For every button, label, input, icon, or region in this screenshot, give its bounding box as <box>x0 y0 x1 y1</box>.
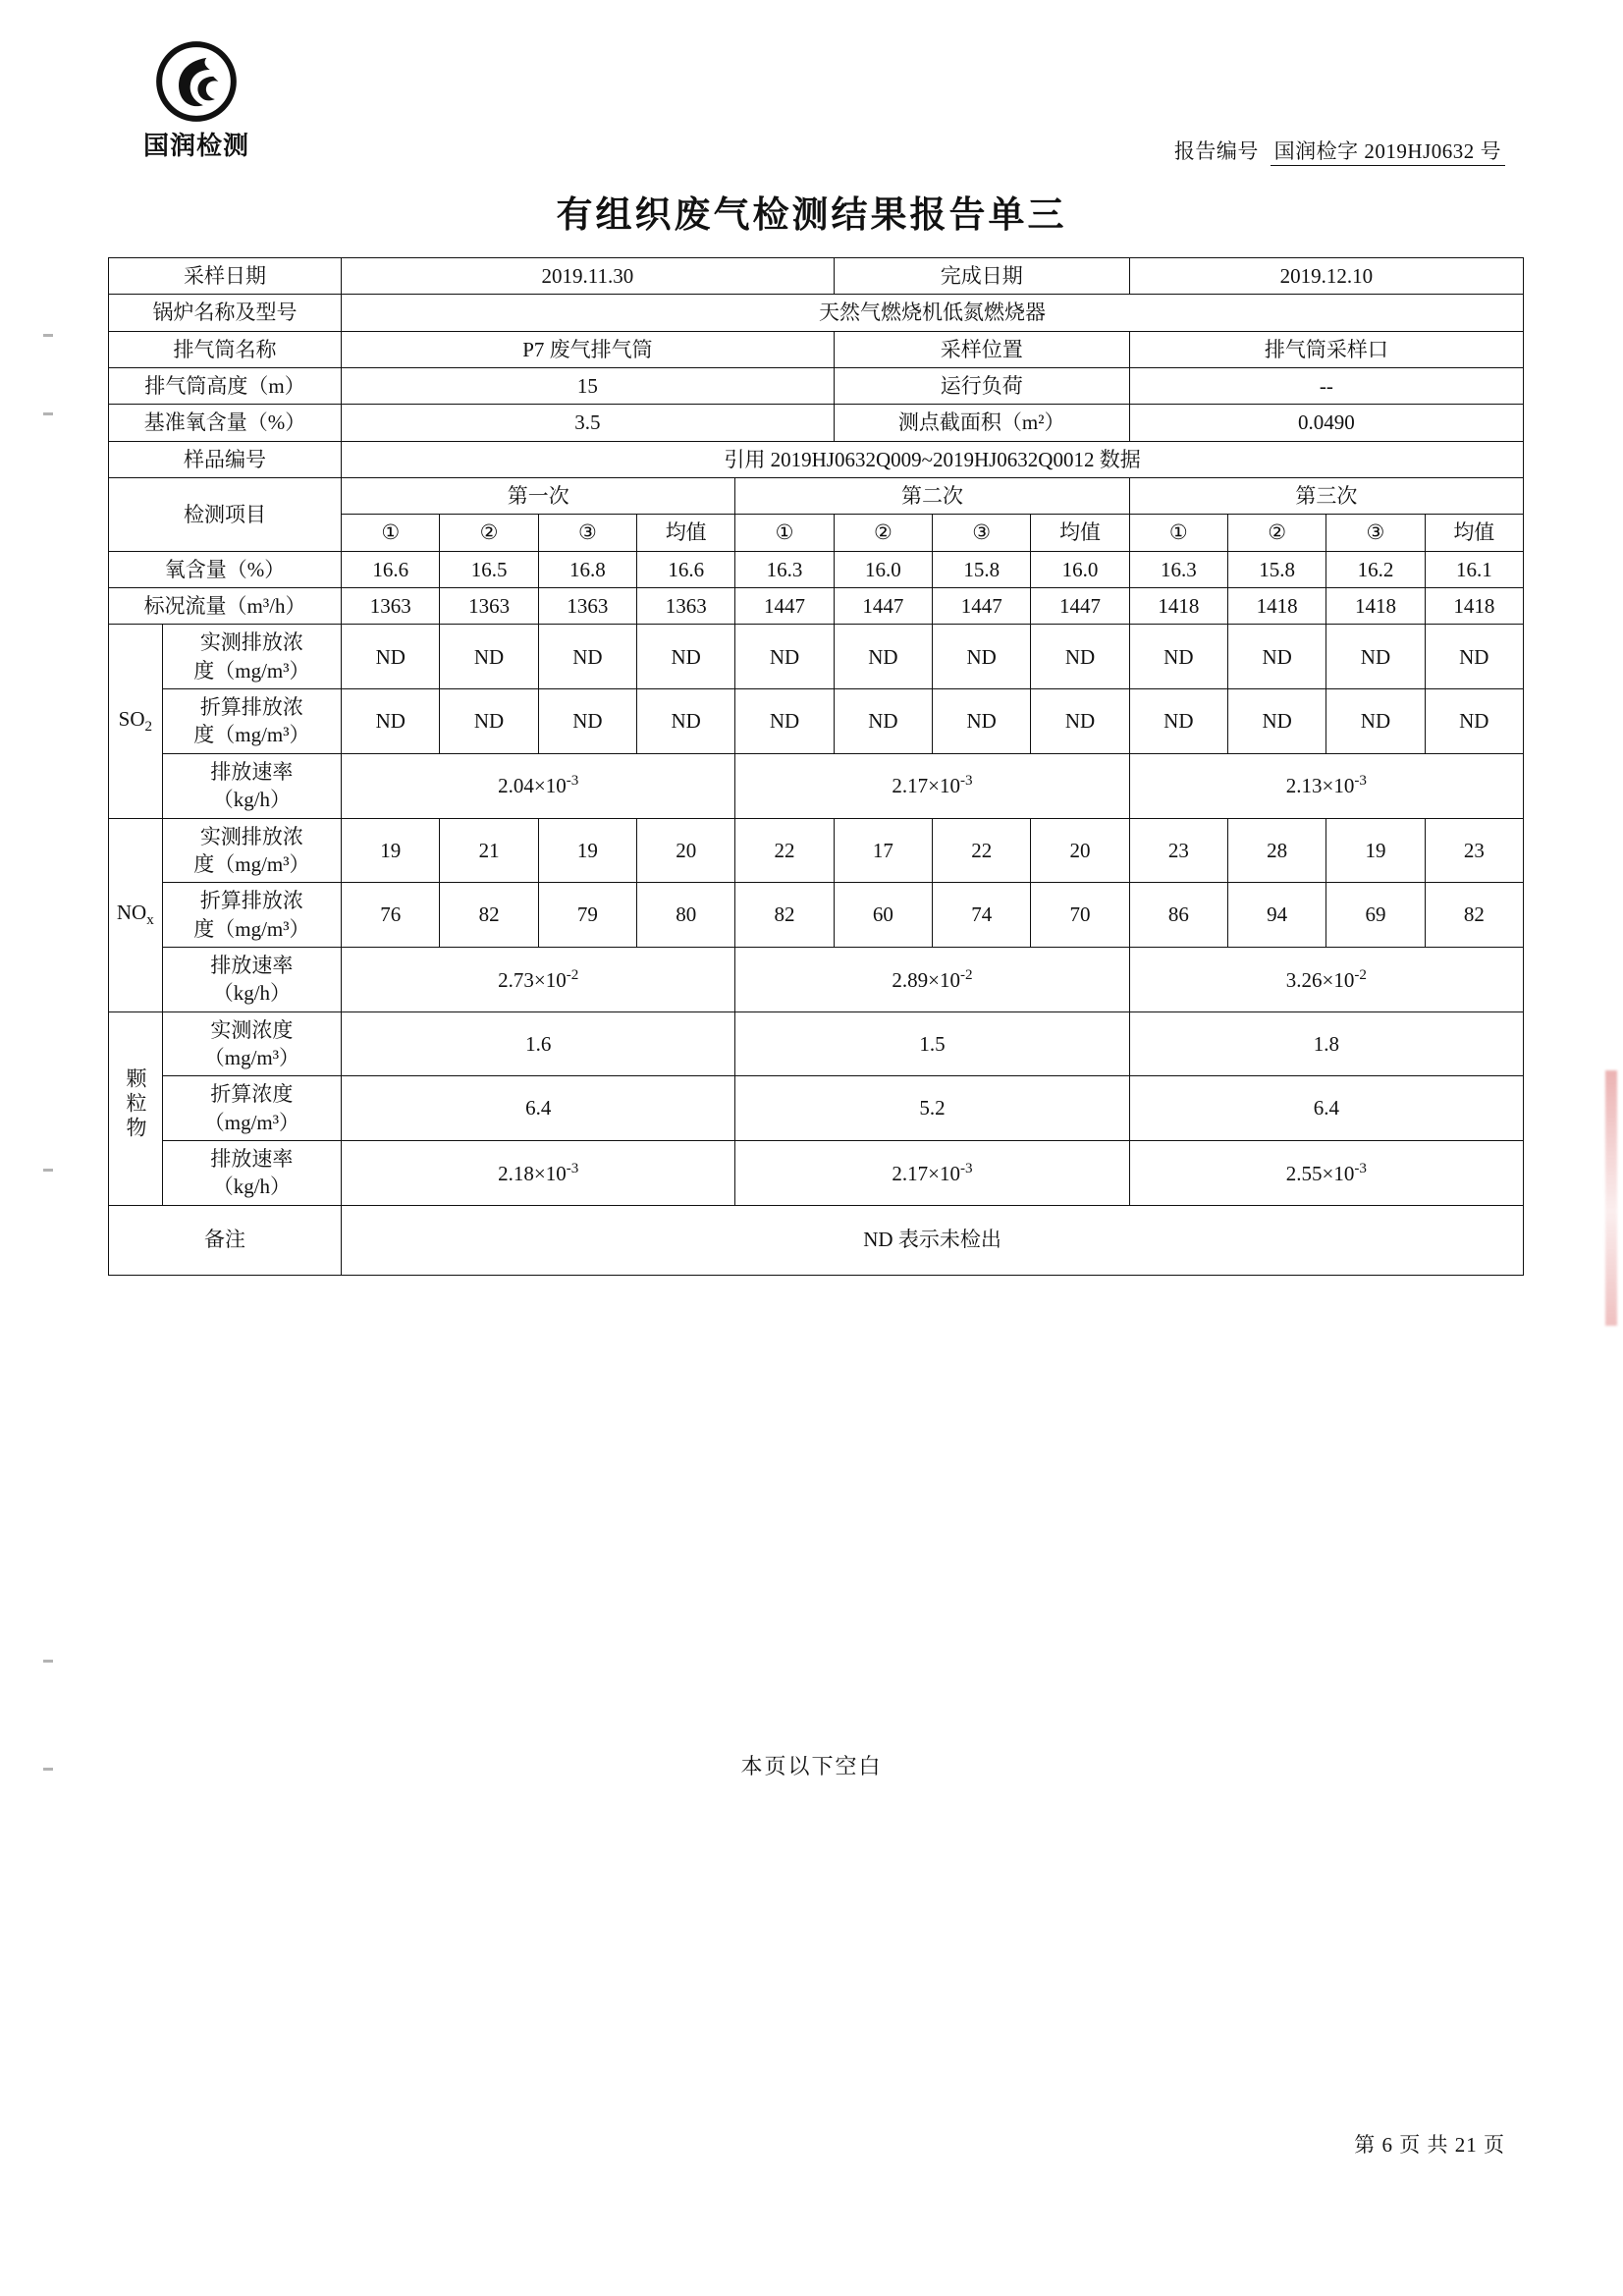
nox-converted-v6: 74 <box>933 883 1031 948</box>
so2-rate-2: $2.17\times 10^{-3}$ <box>735 753 1129 818</box>
subheader-3-avg: 均值 <box>1425 515 1523 551</box>
nox-measured-v3: 20 <box>637 818 735 883</box>
oxygen-v5: 16.0 <box>834 551 932 587</box>
flow-v3: 1363 <box>637 588 735 625</box>
oxygen-v3: 16.6 <box>637 551 735 587</box>
nox-measured-label <box>162 818 341 883</box>
flow-v0: 1363 <box>342 588 440 625</box>
table-row <box>109 588 1524 625</box>
pm-converted-label-l2: （mg/m³） <box>203 1110 300 1134</box>
so2-measured-v0: ND <box>342 625 440 689</box>
nox-converted-v8: 86 <box>1129 883 1227 948</box>
so2-measured-v5: ND <box>834 625 932 689</box>
so2-measured-v9: ND <box>1228 625 1326 689</box>
company-logo-block <box>108 39 285 162</box>
so2-rate-3: $2.13\times 10^{-3}$ <box>1129 753 1523 818</box>
report-number-label: 报告编号 <box>1173 139 1259 163</box>
subheader-3-3: ③ <box>1326 515 1425 551</box>
pm-rate-3-exp: -3 <box>1354 1160 1367 1176</box>
pm-measured-label-l1: 实测浓度 <box>210 1017 294 1042</box>
nox-converted-v4: 82 <box>735 883 834 948</box>
so2-measured-v11: ND <box>1425 625 1523 689</box>
table-row <box>109 551 1524 587</box>
table-row <box>109 441 1524 477</box>
so2-measured-v1: ND <box>440 625 538 689</box>
nox-measured-label-l1: 实测排放浓 <box>199 824 303 848</box>
nox-measured-v5: 17 <box>834 818 932 883</box>
so2-converted-v3: ND <box>637 689 735 754</box>
table-row <box>109 258 1524 295</box>
so2-rate-3-mantissa: 2.13 <box>1285 774 1323 798</box>
subheader-1-2: ② <box>440 515 538 551</box>
sample-position-label: 采样位置 <box>834 331 1129 367</box>
section-area-value: 0.0490 <box>1129 405 1523 441</box>
guorun-logo-icon <box>154 39 239 124</box>
so2-converted-label <box>162 689 341 754</box>
load-value: -- <box>1129 368 1523 405</box>
sample-position-value: 排气筒采样口 <box>1129 331 1523 367</box>
nox-rate-2: $2.89\times 10^{-2}$ <box>735 947 1129 1011</box>
oxygen-v11: 16.1 <box>1425 551 1523 587</box>
nox-label-sub: x <box>146 912 154 929</box>
oxygen-v0: 16.6 <box>342 551 440 587</box>
subheader-2-1: ① <box>735 515 834 551</box>
report-number <box>1174 136 1505 165</box>
base-oxygen-label: 基准氧含量（%） <box>109 405 342 441</box>
so2-converted-label-l1: 折算排放浓 <box>199 695 303 720</box>
nox-converted-v11: 82 <box>1425 883 1523 948</box>
nox-rate-3: $3.26\times 10^{-2}$ <box>1129 947 1523 1011</box>
nox-converted-label-l2: 度（mg/m³） <box>193 916 310 941</box>
table-row <box>109 818 1524 883</box>
so2-measured-v8: ND <box>1129 625 1227 689</box>
flow-v5: 1447 <box>834 588 932 625</box>
nox-rate-2-exp: -2 <box>960 966 973 983</box>
table-row <box>109 1205 1524 1275</box>
pm-rate-label <box>162 1140 341 1205</box>
finish-date-value: 2019.12.10 <box>1129 258 1523 295</box>
table-row <box>109 331 1524 367</box>
boiler-value: 天然气燃烧机低氮燃烧器 <box>342 295 1524 331</box>
load-label: 运行负荷 <box>834 368 1129 405</box>
so2-group-label <box>109 625 163 818</box>
stack-height-label: 排气筒高度（m） <box>109 368 342 405</box>
nox-measured-v0: 19 <box>342 818 440 883</box>
so2-measured-v3: ND <box>637 625 735 689</box>
so2-converted-v11: ND <box>1425 689 1523 754</box>
oxygen-v4: 16.3 <box>735 551 834 587</box>
pm-converted-label <box>162 1076 341 1141</box>
so2-measured-label-l2: 度（mg/m³） <box>193 658 310 683</box>
so2-converted-v9: ND <box>1228 689 1326 754</box>
so2-label-base: SO <box>118 707 145 732</box>
result-table <box>108 257 1524 1276</box>
item-header: 检测项目 <box>109 478 342 552</box>
pm-measured-label-l2: （mg/m³） <box>203 1045 300 1069</box>
nox-converted-v1: 82 <box>440 883 538 948</box>
scan-artifact <box>43 1169 53 1172</box>
subheader-1-1: ① <box>342 515 440 551</box>
table-row <box>109 295 1524 331</box>
table-row <box>109 689 1524 754</box>
blank-note: 本页以下空白 <box>740 1754 883 1778</box>
table-row <box>109 368 1524 405</box>
finish-date-label: 完成日期 <box>834 258 1129 295</box>
run-header-1: 第一次 <box>342 478 735 515</box>
pm-measured-label <box>162 1011 341 1076</box>
base-oxygen-value: 3.5 <box>342 405 835 441</box>
subheader-3-2: ② <box>1228 515 1326 551</box>
nox-converted-label-l1: 折算排放浓 <box>199 889 303 913</box>
pm-converted-3: 6.4 <box>1129 1076 1523 1141</box>
flow-v10: 1418 <box>1326 588 1425 625</box>
so2-rate-3-exp: -3 <box>1354 773 1367 790</box>
so2-converted-v8: ND <box>1129 689 1227 754</box>
so2-converted-v0: ND <box>342 689 440 754</box>
nox-rate-1-exp: -2 <box>566 966 579 983</box>
oxygen-v10: 16.2 <box>1326 551 1425 587</box>
pm-rate-1-exp: -3 <box>566 1160 579 1176</box>
nox-measured-v6: 22 <box>933 818 1031 883</box>
so2-converted-v6: ND <box>933 689 1031 754</box>
sample-date-label: 采样日期 <box>109 258 342 295</box>
pm-converted-label-l1: 折算浓度 <box>210 1082 294 1107</box>
nox-rate-1: $2.73\times 10^{-2}$ <box>342 947 735 1011</box>
nox-measured-v4: 22 <box>735 818 834 883</box>
flow-v6: 1447 <box>933 588 1031 625</box>
nox-measured-v7: 20 <box>1031 818 1129 883</box>
stack-name-label: 排气筒名称 <box>109 331 342 367</box>
so2-measured-label-l1: 实测排放浓 <box>199 630 303 655</box>
nox-measured-v11: 23 <box>1425 818 1523 883</box>
nox-measured-label-l2: 度（mg/m³） <box>193 851 310 876</box>
stack-name-value: P7 废气排气筒 <box>342 331 835 367</box>
subheader-2-2: ② <box>834 515 932 551</box>
pm-rate-label-l1: 排放速率 <box>210 1146 294 1171</box>
stack-height-value: 15 <box>342 368 835 405</box>
nox-rate-2-mantissa: 2.89 <box>892 967 929 992</box>
nox-rate-3-mantissa: 3.26 <box>1285 967 1323 992</box>
so2-rate-label-l2: （kg/h） <box>212 788 292 812</box>
nox-measured-v9: 28 <box>1228 818 1326 883</box>
pm-measured-2: 1.5 <box>735 1011 1129 1076</box>
so2-measured-v7: ND <box>1031 625 1129 689</box>
pm-rate-2-exp: -3 <box>960 1160 973 1176</box>
pm-rate-label-l2: （kg/h） <box>212 1175 292 1199</box>
so2-measured-v10: ND <box>1326 625 1425 689</box>
table-header-row <box>109 478 1524 515</box>
nox-converted-v0: 76 <box>342 883 440 948</box>
nox-converted-label <box>162 883 341 948</box>
scan-artifact <box>43 1660 53 1663</box>
table-row <box>109 405 1524 441</box>
scan-artifact <box>43 334 53 337</box>
flow-v11: 1418 <box>1425 588 1523 625</box>
pm-group-label-text: 颗粒物 <box>124 1067 148 1142</box>
nox-rate-label-l2: （kg/h） <box>212 981 292 1006</box>
pm-converted-1: 6.4 <box>342 1076 735 1141</box>
table-row <box>109 1140 1524 1205</box>
nox-converted-v7: 70 <box>1031 883 1129 948</box>
so2-converted-v10: ND <box>1326 689 1425 754</box>
so2-label-sub: 2 <box>144 719 153 736</box>
page-number: 第 6 页 共 21 页 <box>1354 2133 1505 2157</box>
nox-rate-3-exp: -2 <box>1354 966 1367 983</box>
nox-measured-v2: 19 <box>538 818 636 883</box>
oxygen-row-label: 氧含量（%） <box>109 551 342 587</box>
sample-no-value: 引用 2019HJ0632Q009~2019HJ0632Q0012 数据 <box>342 441 1524 477</box>
scan-artifact-red <box>1605 1070 1617 1326</box>
pm-measured-3: 1.8 <box>1129 1011 1523 1076</box>
oxygen-v9: 15.8 <box>1228 551 1326 587</box>
run-header-3: 第三次 <box>1129 478 1523 515</box>
so2-rate-label <box>162 753 341 818</box>
oxygen-v8: 16.3 <box>1129 551 1227 587</box>
flow-v2: 1363 <box>538 588 636 625</box>
so2-converted-v5: ND <box>834 689 932 754</box>
so2-rate-1: $2.04\times 10^{-3}$ <box>342 753 735 818</box>
pm-rate-1-mantissa: 2.18 <box>498 1161 534 1185</box>
nox-measured-v8: 23 <box>1129 818 1227 883</box>
report-number-value: 国润检字 2019HJ0632 号 <box>1271 139 1505 166</box>
so2-rate-1-exp: -3 <box>566 773 579 790</box>
so2-rate-2-mantissa: 2.17 <box>892 774 929 798</box>
pm-rate-3: $2.55\times 10^{-3}$ <box>1129 1140 1523 1205</box>
table-row <box>109 947 1524 1011</box>
nox-group-label <box>109 818 163 1011</box>
remark-value: ND 表示未检出 <box>342 1205 1524 1275</box>
oxygen-v7: 16.0 <box>1031 551 1129 587</box>
nox-rate-1-mantissa: 2.73 <box>498 967 534 992</box>
section-area-label: 测点截面积（m²） <box>834 405 1129 441</box>
nox-measured-v10: 19 <box>1326 818 1425 883</box>
oxygen-v6: 15.8 <box>933 551 1031 587</box>
table-row <box>109 753 1524 818</box>
subheader-2-avg: 均值 <box>1031 515 1129 551</box>
so2-converted-v2: ND <box>538 689 636 754</box>
so2-measured-v4: ND <box>735 625 834 689</box>
subheader-1-avg: 均值 <box>637 515 735 551</box>
so2-converted-v4: ND <box>735 689 834 754</box>
pm-rate-2-mantissa: 2.17 <box>892 1161 929 1185</box>
remark-label: 备注 <box>109 1205 342 1275</box>
flow-v7: 1447 <box>1031 588 1129 625</box>
pm-group-label <box>109 1011 163 1205</box>
pm-rate-2: $2.17\times 10^{-3}$ <box>735 1140 1129 1205</box>
scan-artifact <box>43 412 53 415</box>
oxygen-v2: 16.8 <box>538 551 636 587</box>
table-row <box>109 1011 1524 1076</box>
sample-no-label: 样品编号 <box>109 441 342 477</box>
pm-measured-1: 1.6 <box>342 1011 735 1076</box>
pm-converted-2: 5.2 <box>735 1076 1129 1141</box>
subheader-2-3: ③ <box>933 515 1031 551</box>
page-title: 有组织废气检测结果报告单三 <box>556 194 1067 235</box>
nox-converted-v5: 60 <box>834 883 932 948</box>
so2-rate-1-mantissa: 2.04 <box>498 774 534 798</box>
subheader-3-1: ① <box>1129 515 1227 551</box>
oxygen-v1: 16.5 <box>440 551 538 587</box>
nox-converted-v3: 80 <box>637 883 735 948</box>
nox-converted-v10: 69 <box>1326 883 1425 948</box>
so2-rate-2-exp: -3 <box>960 773 973 790</box>
nox-converted-v9: 94 <box>1228 883 1326 948</box>
nox-converted-v2: 79 <box>538 883 636 948</box>
table-row <box>109 625 1524 689</box>
boiler-label: 锅炉名称及型号 <box>109 295 342 331</box>
so2-converted-v1: ND <box>440 689 538 754</box>
so2-converted-label-l2: 度（mg/m³） <box>193 723 310 747</box>
flow-v4: 1447 <box>735 588 834 625</box>
pm-rate-1: $2.18\times 10^{-3}$ <box>342 1140 735 1205</box>
so2-rate-label-l1: 排放速率 <box>210 759 294 784</box>
nox-measured-v1: 21 <box>440 818 538 883</box>
flow-v1: 1363 <box>440 588 538 625</box>
flow-v8: 1418 <box>1129 588 1227 625</box>
sample-date-value: 2019.11.30 <box>342 258 835 295</box>
nox-rate-label-l1: 排放速率 <box>210 953 294 977</box>
subheader-1-3: ③ <box>538 515 636 551</box>
nox-rate-label <box>162 947 341 1011</box>
company-name: 国润检测 <box>142 132 249 160</box>
flow-v9: 1418 <box>1228 588 1326 625</box>
nox-label-base: NO <box>116 901 147 925</box>
so2-converted-v7: ND <box>1031 689 1129 754</box>
table-row <box>109 883 1524 948</box>
so2-measured-v6: ND <box>933 625 1031 689</box>
run-header-2: 第二次 <box>735 478 1129 515</box>
flow-row-label: 标况流量（m³/h） <box>109 588 342 625</box>
so2-measured-v2: ND <box>538 625 636 689</box>
so2-measured-label <box>162 625 341 689</box>
pm-rate-3-mantissa: 2.55 <box>1285 1161 1323 1185</box>
table-row <box>109 1076 1524 1141</box>
